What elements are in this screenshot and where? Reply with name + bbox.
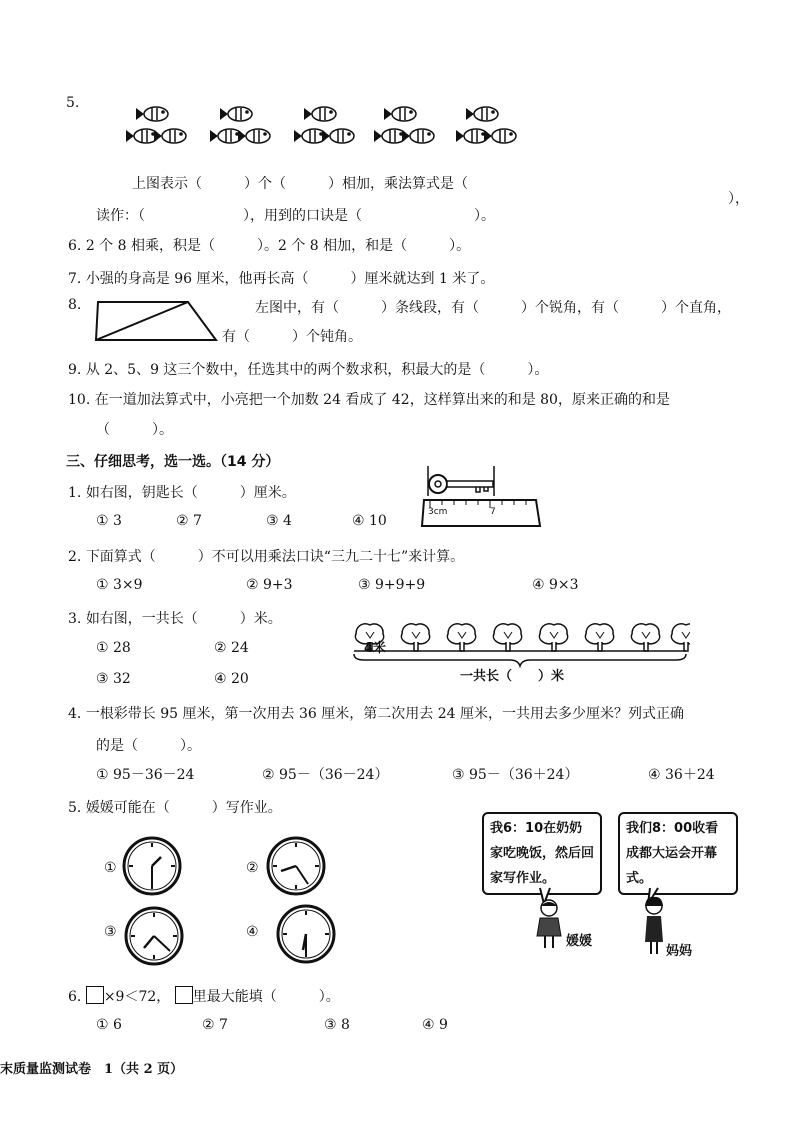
- q5-reading: 读作：（ ），用到的口诀是（ ）。: [96, 208, 495, 224]
- s3-q2-option-1[interactable]: ① 3×9: [96, 577, 143, 593]
- s3-q1-option-1[interactable]: ① 3: [96, 513, 122, 529]
- s3-q1-option-3[interactable]: ③ 4: [266, 513, 292, 529]
- q8-line2: 有（ ）个钝角。: [222, 329, 362, 345]
- clock-label-1: ①: [104, 860, 117, 876]
- clock-2[interactable]: [266, 836, 326, 896]
- s3-q3: 3. 如右图，一共长（ ）米。: [68, 611, 282, 627]
- ruler-end-label: 7: [490, 507, 496, 517]
- s3-q4-option-3[interactable]: ③ 95－（36＋24）: [452, 767, 579, 783]
- bubble-tails: [480, 808, 730, 908]
- s3-q1: 1. 如右图，钥匙长（ ）厘米。: [68, 485, 296, 501]
- tree-row-figure: [350, 618, 690, 686]
- s3-q5: 5. 媛媛可能在（ ）写作业。: [68, 800, 282, 816]
- s3-q1-option-4[interactable]: ④ 10: [352, 513, 387, 529]
- s3-q3-option-4[interactable]: ④ 20: [214, 671, 249, 687]
- q5-number: 5.: [66, 95, 80, 111]
- clock-3[interactable]: [124, 906, 184, 966]
- s3-q6: 6. ×9＜72， 里最大能填（ ）。: [68, 986, 340, 1006]
- blank-box-1[interactable]: [86, 986, 104, 1004]
- s3-q4-option-1[interactable]: ① 95－36－24: [96, 767, 195, 783]
- s3-q1-option-2[interactable]: ② 7: [176, 513, 202, 529]
- section-3-title: 三、仔细思考，选一选。（14 分）: [66, 454, 280, 470]
- s3-q6-option-3[interactable]: ③ 8: [324, 1017, 350, 1033]
- yuanyuan-avatar: [534, 898, 564, 950]
- s3-q4: 4. 一根彩带长 95 厘米，第一次用去 36 厘米，第二次用去 24 厘米，一共用去多少厘米？列式正确: [68, 706, 684, 722]
- s3-q4-option-4[interactable]: ④ 36＋24: [648, 767, 715, 783]
- q10-answer: （ ）。: [96, 422, 173, 438]
- s3-q2: 2. 下面算式（ ）不可以用乘法口诀“三九二十七”来计算。: [68, 549, 465, 565]
- s3-q6-option-2[interactable]: ② 7: [202, 1017, 228, 1033]
- trapezoid-figure: [92, 298, 222, 344]
- fish-group-1: [126, 107, 186, 143]
- s3-q3-option-1[interactable]: ① 28: [96, 640, 131, 656]
- key-ruler-figure: [420, 462, 544, 532]
- fish-group-2: [210, 107, 270, 143]
- q8-line1: 左图中，有（ ）条线段，有（ ）个锐角，有（ ）个直角，: [255, 300, 731, 316]
- s3-q4-line2: 的是（ ）。: [96, 738, 201, 754]
- speech-bubble-yuanyuan: 我6：10在奶奶家吃晚饭，然后回家写作业。: [482, 812, 602, 895]
- s3-q2-option-3[interactable]: ③ 9+9+9: [358, 577, 426, 593]
- s3-q6-option-1[interactable]: ① 6: [96, 1017, 122, 1033]
- q7: 7. 小强的身高是 96 厘米，他再长高（ ）厘米就达到 1 米了。: [68, 271, 495, 287]
- speech-bubble-mom: 我们8：00收看成都大运会开幕式。: [618, 812, 738, 895]
- q9: 9. 从 2、5、9 这三个数中，任选其中的两个数求积，积最大的是（ ）。: [68, 362, 549, 378]
- clock-label-2: ②: [246, 860, 259, 876]
- s3-q3-option-3[interactable]: ③ 32: [96, 671, 131, 687]
- s3-q4-option-2[interactable]: ② 95－（36－24）: [262, 767, 389, 783]
- fish-group-5: [456, 107, 516, 143]
- key-ruler-drawing: [420, 462, 544, 532]
- mom-name: 妈妈: [666, 944, 693, 959]
- page-footer: 末质量监测试卷 1（共 2 页）: [0, 1062, 184, 1077]
- clock-4[interactable]: [276, 904, 336, 964]
- s3-q6-option-4[interactable]: ④ 9: [422, 1017, 448, 1033]
- clock-label-4: ④: [246, 924, 259, 940]
- q5-description-end: ），: [728, 191, 749, 207]
- fish-picture: [120, 100, 520, 150]
- clock-label-3: ③: [104, 924, 117, 940]
- clock-1[interactable]: [122, 836, 182, 896]
- yuanyuan-name: 媛媛: [566, 934, 593, 949]
- s3-q2-option-4[interactable]: ④ 9×3: [532, 577, 579, 593]
- q8-number: 8.: [68, 297, 82, 313]
- mom-avatar: [640, 896, 668, 956]
- s3-q3-option-2[interactable]: ② 24: [214, 640, 249, 656]
- q10: 10. 在一道加法算式中，小亮把一个加数 24 看成了 42，这样算出来的和是 80，原来正确的和是: [68, 392, 670, 408]
- fish-group-4: [374, 107, 434, 143]
- fish-group-3: [294, 107, 354, 143]
- s3-q2-option-2[interactable]: ② 9+3: [246, 577, 293, 593]
- q6: 6. 2 个 8 相乘，积是（ ）。2 个 8 相加，和是（ ）。: [68, 238, 471, 254]
- total-length-label: 一共长（ ）米: [460, 669, 565, 684]
- q5-description: 上图表示（ ）个（ ）相加，乘法算式是（: [132, 176, 468, 192]
- blank-box-2[interactable]: [175, 986, 193, 1004]
- ruler-start-label: 3cm: [428, 507, 448, 517]
- segment-length-label: 4米: [364, 641, 387, 656]
